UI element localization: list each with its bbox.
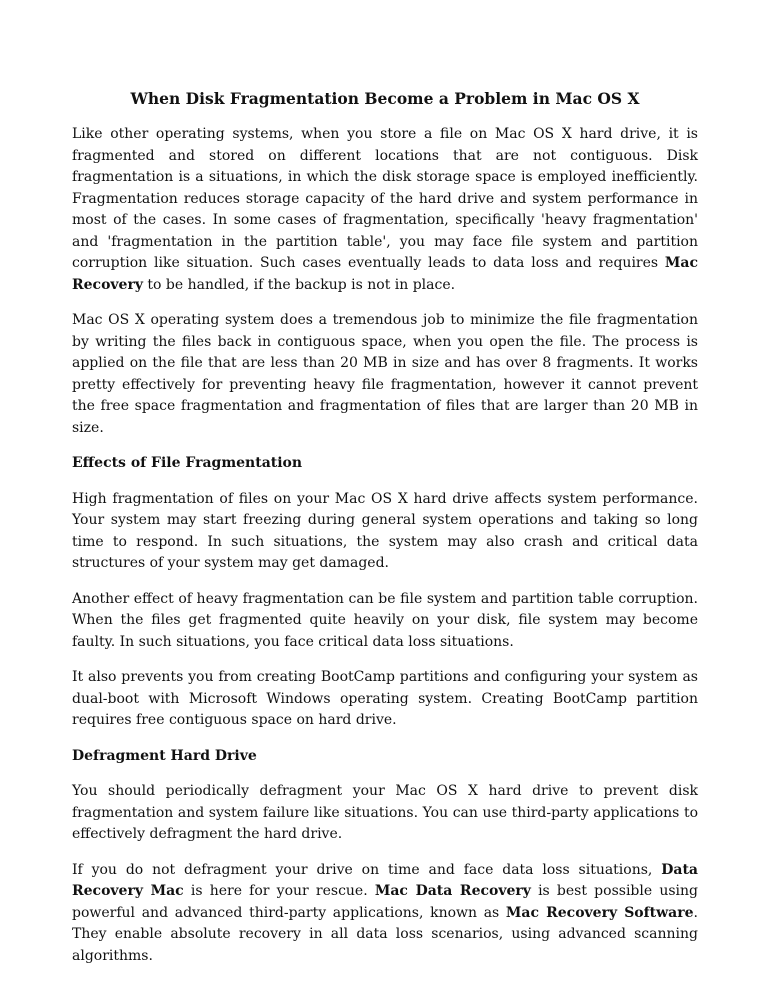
bold-term-mac-recovery: Mac Recovery <box>72 255 698 293</box>
paragraph-text: Like other operating systems, when you store a file on Mac OS X hard drive, it is fragmented and stored on different locations that are not contiguous. Disk fragmentation is a situations, in which the disk storage space is employed inefficiently. Fragmentation reduces storage capacity of the hard drive and system performance in most of the cases. In some cases of fragmentation, specifically 'heavy fragmentation' and 'fragmentation in the partition table', you may face file system and partition corruption like situation. Such cases eventually leads to data loss and requires <box>72 126 698 271</box>
paragraph-text: If you do not defragment your drive on time and face data loss situations, <box>72 861 662 878</box>
paragraph-defragment: You should periodically defragment your Mac OS X hard drive to prevent disk fragmentation and system failure like situations. You can use third-party applications to effectively defragment the hard drive. <box>72 783 698 842</box>
paragraph-text: is here for your rescue. <box>183 883 375 899</box>
bold-term-data-recovery-mac: Data Recovery Mac <box>72 861 698 899</box>
paragraph-text: is best possible using powerful and advanced third-party applications, known as <box>72 883 698 921</box>
document-page <box>72 88 698 981</box>
paragraph-osx-defrag: Mac OS X operating system does a tremendous job to minimize the file fragmentation by writing the files back in contiguous space, when you open the file. The process is applied on the file that are less than 20 MB in size and has over 8 fragments. It works pretty effectively for preventing heavy file fragmentation, however it cannot prevent the free space fragmentation and fragmentation of files that are larger than 20 MB in size. <box>72 312 698 436</box>
bold-term-mac-data-recovery: Mac Data Recovery <box>374 883 531 899</box>
paragraph-text: to be handled, if the backup is not in place. <box>142 276 456 293</box>
section-heading-defragment: Defragment Hard Drive <box>72 747 257 764</box>
section-heading-effects: Effects of File Fragmentation <box>72 455 303 471</box>
paragraph-corruption: Another effect of heavy fragmentation can be file system and partition table corruption. When the files get fragmented quite heavily on your disk, file system may become faulty. In such situations, you face critical data loss situations. <box>72 590 698 650</box>
paragraph-intro <box>72 124 698 296</box>
paragraph-bootcamp: It also prevents you from creating BootCamp partitions and configuring your system as dual-boot with Microsoft Windows operating system. Creating BootCamp partition requires free contiguous space on hard drive. <box>72 669 698 728</box>
bold-term-mac-recovery-software: Mac Recovery Software <box>505 904 694 921</box>
paragraph-performance: High fragmentation of files on your Mac OS X hard drive affects system performance. Your system may start freezing during general system operations and taking so long time to respond. In such situations, the system may also crash and critical data structures of your system may get damaged. <box>72 490 698 571</box>
paragraph-text: . They enable absolute recovery in all data loss scenarios, using advanced scanning algorithms. <box>72 904 698 964</box>
document-title: When Disk Fragmentation Become a Problem in Mac OS X <box>130 89 640 108</box>
paragraph-recovery <box>72 860 698 968</box>
